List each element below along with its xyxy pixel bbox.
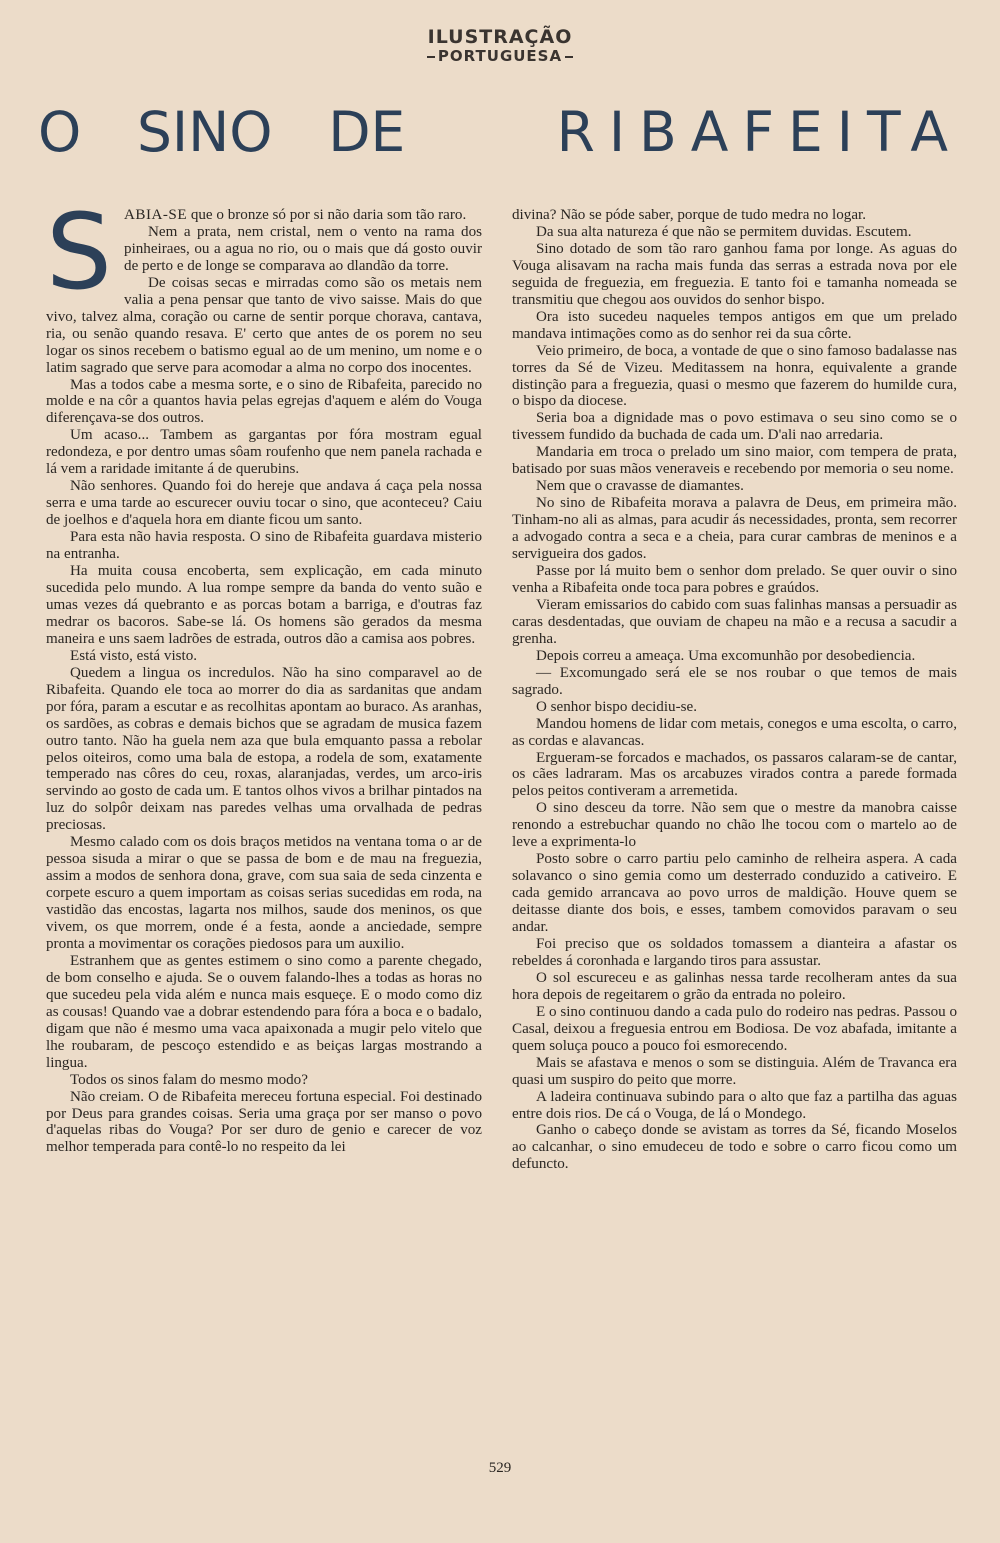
masthead-line1: ILUSTRAÇÃO [427,26,573,48]
article-paragraph: Foi preciso que os soldados tomassem a dianteira a afastar os rebeldes á coronhada e largando tiros para assustar. [512,935,957,969]
article-paragraph: E o sino continuou dando a cada pulo do rodeiro nas pedras. Passou o Casal, deixou a freguesia entrou em Bodiosa. De voz abafada, imitante a quem soluça pouco a pouco foi esmorecendo. [512,1003,957,1054]
page-number: 529 [488,1460,512,1476]
article-paragraph: O sol escureceu e as galinhas nessa tarde recolheram antes da sua hora depois de regeitarem o grão da entrada no poleiro. [512,969,957,1003]
drop-cap: S [46,191,113,313]
article-paragraph: Está visto, está visto. [70,647,198,664]
article-paragraph: Veio primeiro, de boca, a vontade de que o sino famoso badalasse nas torres da Sé de Vizeu. Meditassem na honra, equivalente a grande distinção para a freguezia, quasi o mesmo que fazerem do humilde cura, o bispo da diocese. [512,342,957,410]
article-paragraph: Mandaria em troca o prelado um sino maior, com tempera de prata, batisado por suas mãos veneraveis e recebendo por memoria o seu nome. [512,444,957,478]
article-paragraph: Seria boa a dignidade mas o povo estimava o seu sino como se o tivessem fundido da buchada de cada um. D'ali nao arredaria. [512,410,957,444]
article-paragraph: Quedem a lingua os incredulos. Não ha sino comparavel ao de Ribafeita. Quando ele toca ao morrer do dia as sardanitas que andam por fóra, param a escutar e as recolhitas apontam ao buraco. As aranhas, os sardões, as cobras e demais bichos que se agradam de musica fazem outro tanto. Não ha guela nem aza que bula emquanto passa a rebolar pelos oiteiros, como uma bala de estopa, a rodela de som, exatamente temperado nas côres do ceu, roxas, alaranjadas, verdes, um arco-iris servindo ao gosto de cada um. E tantos olhos vivos a brilhar pintados na luz do solpôr deixam nas paredes velhas uma orvalhada de pedras preciosas. [46,664,482,834]
title-word: SINO [136,100,273,164]
article-paragraph: Um acaso... Tambem as gargantas por fóra mostram egual redondeza, e por dentro umas sôam roufenho que nem panela rachada e lá vem a raridade imitante á de querubins. [46,427,482,478]
article-paragraph: Todos os sinos falam do mesmo modo? [70,1071,308,1088]
text-column-right [512,207,957,1173]
title-word: DE [328,100,406,164]
article-paragraph: Passe por lá muito bem o senhor dom prelado. Se quer ouvir o sino venha a Ribafeita onde toca para pobres e graúdos. [512,563,957,596]
article-paragraph: Sino dotado de som tão raro ganhou fama por longe. As aguas do Vouga alisavam na racha mais funda das serras a estrada nova por ele seguida de freguezia, em freguezia. E tanto foi e tamanha nomeada se transmitiu que chegou aos ouvidos do senhor bispo. [512,240,957,308]
title-word: O [38,100,82,164]
article-paragraph: Estranhem que as gentes estimem o sino como a parente chegado, de bom conselho e ajuda. Se o ouvem falando-lhes a todas as horas no que sucedeu pela vida além e nunca mais esqueçe. E o modo como diz as cousas! Quando vae a dobrar estendendo para fóra a boca e o badalo, digam que não é mesmo uma vaca apaixonada a mugir pelo vitelo que lhe roubaram, de pescoço estendido e as beiças largas mostrando a lingua. [46,952,482,1071]
article-paragraph: Para esta não havia resposta. O sino de Ribafeita guardava misterio na entranha. [46,529,482,563]
article-paragraph: Da sua alta natureza é que não se permitem duvidas. Escutem. [536,223,912,240]
article-paragraph: Nem a prata, nem cristal, nem o vento na rama dos pinheiraes, ou a agua no rio, ou o mais que dá gosto ouvir de perto e de longe se comparava ao dlandão da torre. [124,223,482,274]
title-word: RIBAFEITA [556,100,962,164]
article-paragraph: O sino desceu da torre. Não sem que o mestre da manobra caisse renondo a estrebuchar quando no chão lhe tocou com o martelo ao de leve a exprimenta-lo [512,800,957,851]
paragraph-text: que o bronze só por si não daria som tão raro. [187,207,467,223]
text-column-left [46,191,482,1156]
article-paragraph: — Excomungado será ele se nos roubar o que temos de mais sagrado. [512,664,957,698]
article-paragraph: Depois correu a ameaça. Uma excomunhão por desobediencia. [536,647,916,664]
article-paragraph: Mais se afastava e menos o som se distinguia. Além de Travanca era quasi um suspiro do peito que morre. [512,1054,957,1088]
article-paragraph: Posto sobre o carro partiu pelo caminho de relheira aspera. A cada solavanco o sino gemia como um desterrado conduzido a cativeiro. E cada gemido arrancava ao povo urros de maldição. Houve quem se deitasse diante dos bois, e esses, tambem comovidos paravam o seu andar. [512,851,957,936]
article-paragraph: Não senhores. Quando foi do hereje que andava á caça pela nossa serra e uma tarde ao escurecer ouviu tocar o sino, que aconteceu? Caiu de joelhos e d'aquela hora em diante ficou um santo. [46,478,482,529]
article-paragraph: Vieram emissarios do cabido com suas falinhas mansas a persuadir as caras desdentadas, que ouviam de chapeu na mão e a recusa a sacudir a grenha. [512,596,957,647]
lead-word: ABIA-SE [124,207,188,223]
article-paragraph: Ora isto sucedeu naqueles tempos antigos em que um prelado mandava intimações como as do senhor rei da sua côrte. [512,308,957,342]
article-paragraph: divina? Não se póde saber, porque de tudo medra no logar. [512,207,866,223]
article-paragraph: Ha muita cousa encoberta, sem explicação, em cada minuto sucedida pelo mundo. A lua rompe sempre da banda do vento suão e umas vezes dá quebranto e as porcas botam a barriga, e d'outras faz medrar os bacoros. Sabe-se lá. Os homens são gerados da mesma maneira e uns saem ladrões de estrada, outros dão a camisa aos pobres. [46,563,482,647]
article-paragraph: No sino de Ribafeita morava a palavra de Deus, em primeira mão. Tinham-no ali as almas, para acudir ás necessidades, pronta, sem recorrer a advogado contra a seca e a cheia, para curar cambras de meninos e a servigueira dos gados. [512,495,957,563]
article-paragraph: Mas a todos cabe a mesma sorte, e o sino de Ribafeita, parecido no molde e na côr a quantos havia pelas egrejas d'aquem e além do Vouga diferençava-se dos outros. [46,376,482,427]
article-paragraph: Mandou homens de lidar com metais, conegos e uma escolta, o carro, as cordas e alavancas. [512,715,957,749]
masthead-line2: PORTUGUESA [0,49,1000,64]
article-paragraph: De coisas secas e mirradas como são os metais nem valia a pena pensar que tanto de vivo saisse. Mais do que vivo, talvez alma, coração ou carne de sentir porque chorava, cantava, ria, ou senão quando resava. E' certo que antes de os porem no seu logar os sinos recebem o batismo egual ao de um menino, um nome e o latim sagrado que serve para acomodar a alma no corpo dos inocentes. [46,274,482,376]
article-paragraph: Nem que o cravasse de diamantes. [536,478,744,495]
article-paragraph: Mesmo calado com os dois braços metidos na ventana toma o ar de pessoa sisuda a mirar o que se passa de bom e de mau na freguezia, assim a modos de senhora dona, grave, com sua saia de seda cinzenta e corpete escuro a quem importam as coisas serias sucedidas em roda, na vastidão das encostas, lagarta nos milhos, saude dos meninos, os que vivem, os que morrem, onde é a festa, aonde a anciedade, sempre pronta a movimentar os corações piedosos para um auxilio. [46,834,482,952]
article-paragraph: Não creiam. O de Ribafeita mereceu fortuna especial. Foi destinado por Deus para grandes coisas. Seria uma graça por ser manso o povo d'aquelas ribas do Vouga? Por ser duro de genio e carecer de voz melhor temperada para contê-lo no respeito da lei [46,1088,482,1156]
article-paragraph: A ladeira continuava subindo para o alto que faz a partilha das aguas entre dois rios. De cá o Vouga, de lá o Mondego. [512,1088,957,1122]
article-paragraph: Ergueram-se forcados e machados, os passaros calaram-se de cantar, os cães ladraram. Mas os arcabuzes virados contra a parede formada pelos peitos contiveram a arremetida. [512,749,957,800]
article-paragraph: O senhor bispo decidiu-se. [536,698,697,715]
page-title [38,100,962,164]
masthead-logo [0,28,1000,64]
article-paragraph: Ganho o cabeço donde se avistam as torres da Sé, ficando Moselos ao calcanhar, o sino emudeceu de todo e sobre o carro ficou como um defuncto. [512,1122,957,1173]
